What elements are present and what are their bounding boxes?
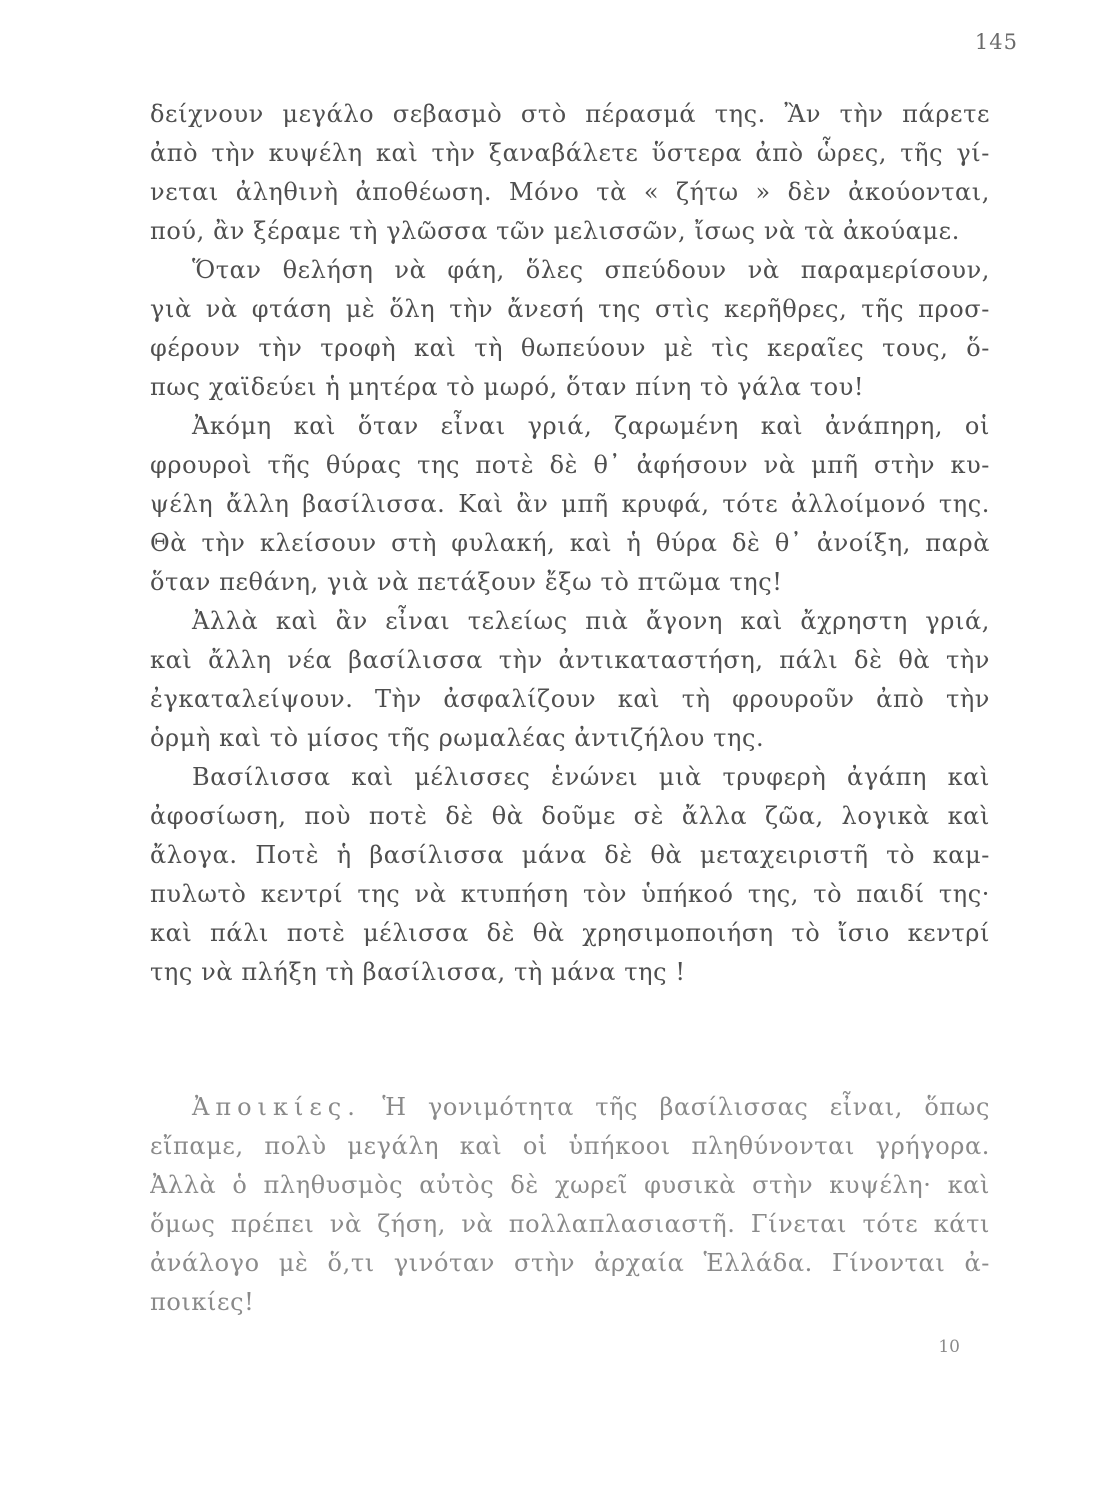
- text-line: Ἀλλὰ ὁ πληθυσμὸς αὐτὸς δὲ χωρεῖ φυσικὰ στὴν κυψέλη· καὶ: [150, 1171, 990, 1199]
- text-line: καὶ ἄλλη νέα βασίλισσα τὴν ἀντικαταστήση, πάλι δὲ θὰ τὴν: [150, 646, 990, 674]
- text-line: ἄλογα. Ποτὲ ἡ βασίλισσα μάνα δὲ θὰ μεταχειριστῆ τὸ καμ-: [150, 841, 990, 869]
- text-line: ἀπὸ τὴν κυψέλη καὶ τὴν ξαναβάλετε ὕστερα ἀπὸ ὧρες, τῆς γί-: [150, 139, 990, 167]
- text-block-colonies: [150, 1088, 990, 1322]
- text-line: νεται ἀληθινὴ ἀποθέωση. Μόνο τὰ « ζήτω » δὲν ἀκούονται,: [150, 178, 990, 206]
- text-line: ψέλη ἄλλη βασίλισσα. Καὶ ἂν μπῆ κρυφά, τότε ἀλλοίμονό της.: [150, 490, 990, 518]
- text-line: πως χαϊδεύει ἡ μητέρα τὸ μωρό, ὅταν πίνη τὸ γάλα του!: [150, 373, 865, 401]
- text-line: ἀνάλογο μὲ ὅ,τι γινόταν στὴν ἀρχαία Ἑλλάδα. Γίνονται ἀ-: [150, 1249, 990, 1277]
- text-line: ποικίες!: [150, 1288, 255, 1316]
- text-block-queen: [150, 95, 990, 992]
- text-line: Ἀκόμη καὶ ὅταν εἶναι γριά, ζαρωμένη καὶ ἀνάπηρη, οἱ: [192, 412, 990, 440]
- text-line: πυλωτὸ κεντρί της νὰ κτυπήση τὸν ὑπήκοό της, τὸ παιδί της·: [150, 880, 990, 908]
- text-line: γιὰ νὰ φτάση μὲ ὅλη τὴν ἄνεσή της στὶς κερῆθρες, τῆς προσ-: [150, 295, 990, 323]
- text-line: ὅμως πρέπει νὰ ζήση, νὰ πολλαπλασιαστῆ. Γίνεται τότε κάτι: [150, 1210, 990, 1238]
- page-number: 145: [974, 30, 1018, 54]
- text-line: Θὰ τὴν κλείσουν στὴ φυλακή, καὶ ἡ θύρα δὲ θ᾽ ἀνοίξη, παρὰ: [150, 529, 990, 557]
- text-line: φρουροὶ τῆς θύρας της ποτὲ δὲ θ᾽ ἀφήσουν νὰ μπῆ στὴν κυ-: [150, 451, 990, 479]
- section-heading: Ἀποικίες.: [192, 1093, 361, 1121]
- text-line: πού, ἂν ξέραμε τὴ γλῶσσα τῶν μελισσῶν, ἴσως νὰ τὰ ἀκούαμε.: [150, 217, 960, 245]
- section-heading-rest: Ἡ γονιμότητα τῆς βασίλισσας εἶναι, ὅπως: [382, 1093, 990, 1121]
- text-line: Ἀλλὰ καὶ ἂν εἶναι τελείως πιὰ ἄγονη καὶ ἄχρηστη γριά,: [192, 607, 990, 635]
- signature-mark: 10: [938, 1337, 960, 1357]
- text-line: Βασίλισσα καὶ μέλισσες ἑνώνει μιὰ τρυφερὴ ἀγάπη καὶ: [192, 763, 990, 791]
- text-line: της νὰ πλήξη τὴ βασίλισσα, τὴ μάνα της !: [150, 958, 686, 986]
- text-line: καὶ πάλι ποτὲ μέλισσα δὲ θὰ χρησιμοποιήση τὸ ἴσιο κεντρί: [150, 919, 990, 947]
- text-line: ἀφοσίωση, ποὺ ποτὲ δὲ θὰ δοῦμε σὲ ἄλλα ζῶα, λογικὰ καὶ: [150, 802, 990, 830]
- text-line: [150, 1088, 990, 1127]
- text-line: ὁρμὴ καὶ τὸ μίσος τῆς ρωμαλέας ἀντιζήλου της.: [150, 724, 765, 752]
- text-line: ἐγκαταλείψουν. Τὴν ἀσφαλίζουν καὶ τὴ φρουροῦν ἀπὸ τὴν: [150, 685, 990, 713]
- text-line: εἴπαμε, πολὺ μεγάλη καὶ οἱ ὑπήκοοι πληθύνονται γρήγορα.: [150, 1132, 990, 1160]
- text-line: φέρουν τὴν τροφὴ καὶ τὴ θωπεύουν μὲ τὶς κεραῖες τους, ὅ-: [150, 334, 990, 362]
- text-line: ὅταν πεθάνη, γιὰ νὰ πετάξουν ἔξω τὸ πτῶμα της!: [150, 568, 783, 596]
- text-line: δείχνουν μεγάλο σεβασμὸ στὸ πέρασμά της. Ἂν τὴν πάρετε: [150, 100, 990, 128]
- text-line: Ὅταν θελήση νὰ φάη, ὅλες σπεύδουν νὰ παραμερίσουν,: [192, 256, 990, 284]
